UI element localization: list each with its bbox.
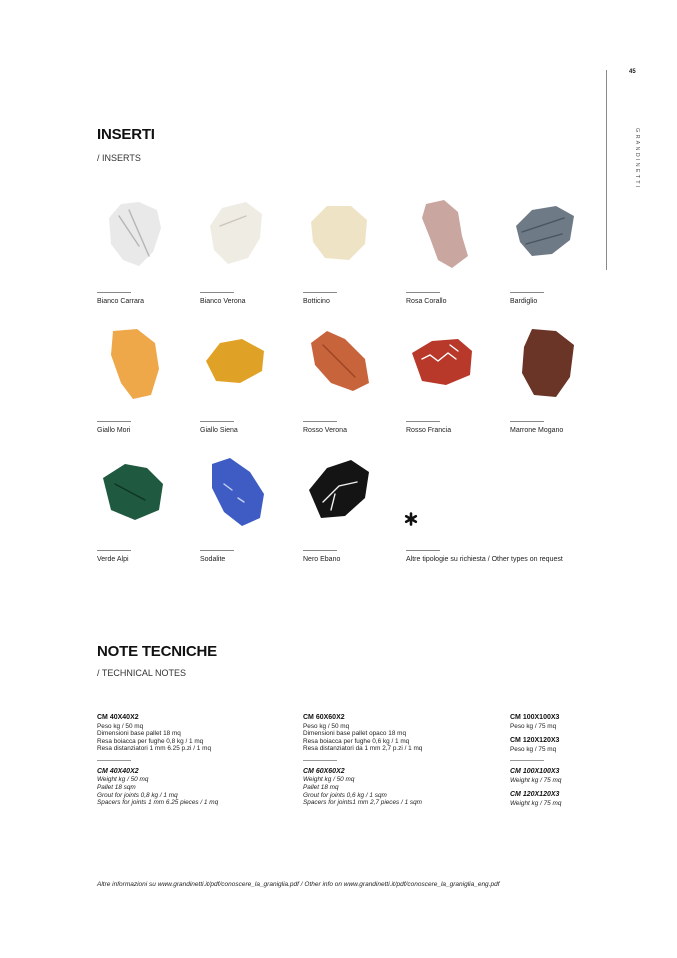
stone-label: Altre tipologie su richiesta / Other types on request [406, 556, 563, 563]
note-title: NOTE TECNICHE [97, 643, 217, 660]
label-rule [200, 292, 234, 293]
spec-line: Weight kg / 75 mq [510, 776, 562, 784]
stone-sample-image [305, 454, 371, 530]
stone-sample-image [305, 325, 371, 401]
stone-sample-image [99, 196, 165, 272]
stone-label: Sodalite [200, 556, 226, 563]
spec-title: CM 40X40X2 [97, 714, 139, 721]
stone-label: Bianco Verona [200, 298, 246, 305]
spec-line: Dimensioni base pallet opaco 18 mq [303, 730, 407, 738]
spec-line: Pallet 18 mq [303, 783, 339, 791]
stone-sample-image [99, 454, 165, 530]
label-rule [200, 550, 234, 551]
spec-divider [303, 760, 337, 761]
label-rule [406, 292, 440, 293]
spec-line: Peso kg / 50 mq [97, 722, 144, 730]
asterisk-icon [404, 512, 418, 526]
label-rule [406, 421, 440, 422]
tech-column-40x40 [97, 714, 287, 807]
label-rule [97, 292, 131, 293]
label-rule [406, 550, 440, 551]
spec-line: Resa distanziatori da 1 mm 2,7 p.zi / 1 mq [303, 745, 423, 753]
stone-label: Rosso Francia [406, 427, 452, 434]
stone-sample-image [408, 325, 474, 401]
stone-sample-image [202, 454, 268, 530]
brand-name: GRANDINETTI [634, 128, 640, 190]
stone-label: Rosa Corallo [406, 298, 447, 305]
spec-line: Peso kg / 75 mq [510, 745, 557, 753]
spec-line: Weight kg / 50 mq [303, 776, 355, 784]
spec-title: CM 100X100X3 [510, 714, 560, 721]
label-rule [97, 550, 131, 551]
spec-title: CM 60X60X2 [303, 714, 345, 721]
spec-divider [97, 760, 131, 761]
spec-line: Pallet 18 sqm [97, 783, 136, 791]
spec-title: CM 100X100X3 [510, 768, 560, 776]
spec-line: Peso kg / 75 mq [510, 722, 557, 730]
spec-divider [510, 760, 544, 761]
spec-line: Weight kg / 75 mq [510, 799, 562, 807]
inserti-title: INSERTI [97, 126, 155, 143]
spec-title: CM 120X120X3 [510, 791, 560, 799]
spec-line: Dimensioni base pallet 18 mq [97, 730, 181, 738]
label-rule [97, 421, 131, 422]
stone-label: Giallo Mori [97, 427, 131, 434]
stone-label: Rosso Verona [303, 427, 347, 434]
stone-sample-image [408, 196, 474, 272]
spec-line: Peso kg / 50 mq [303, 722, 350, 730]
stone-label: Botticino [303, 298, 330, 305]
label-rule [303, 292, 337, 293]
stone-sample-image [512, 325, 578, 401]
tech-column-large [510, 714, 610, 807]
spec-title: CM 120X120X3 [510, 737, 560, 745]
stone-label: Bardiglio [510, 298, 538, 305]
side-divider [606, 70, 607, 270]
footer-info: Altre informazioni su www.grandinetti.it/pdf/conoscere_la_graniglia.pdf / Other info on www.grandinetti.it/pdf/conoscere_la_graniglia_eng.pdf [97, 881, 500, 888]
stone-sample-image [202, 325, 268, 401]
spec-title: CM 40X40X2 [97, 767, 139, 775]
stone-label: Verde Alpi [97, 556, 129, 563]
tech-column-60x60 [303, 714, 498, 807]
stone-label: Marrone Mogano [510, 427, 564, 434]
stone-sample-image [305, 196, 371, 272]
stone-sample-image [99, 325, 165, 401]
spec-line: Grout for joints 0,6 kg / 1 sqm [303, 791, 387, 799]
spec-title: CM 60X60X2 [303, 767, 345, 775]
stone-sample-image [202, 196, 268, 272]
spec-line: Resa boiacca per fughe 0,6 kg / 1 mq [303, 737, 410, 745]
spec-line: Grout for joints 0,8 kg / 1 mq [97, 791, 178, 799]
stone-label: Giallo Siena [200, 427, 238, 434]
stone-label: Bianco Carrara [97, 298, 145, 305]
page-number: 45 [629, 69, 636, 75]
spec-line: Spacers for joints 1 mm 6.25 pieces / 1 mq [97, 799, 219, 807]
label-rule [510, 421, 544, 422]
stone-sample-image [512, 196, 578, 272]
spec-line: Resa boiacca per fughe 0,8 kg / 1 mq [97, 737, 204, 745]
label-rule [510, 292, 544, 293]
spec-line: Weight kg / 50 mq [97, 776, 149, 784]
label-rule [200, 421, 234, 422]
inserti-subtitle: / INSERTS [97, 153, 141, 163]
note-subtitle: / TECHNICAL NOTES [97, 668, 187, 678]
stone-label: Nero Ebano [303, 556, 341, 563]
label-rule [303, 550, 337, 551]
spec-line: Spacers for joints1 mm 2,7 pieces / 1 sqm [303, 799, 422, 807]
spec-line: Resa distanziatori 1 mm 6.25 p.zi / 1 mq [97, 745, 212, 753]
label-rule [303, 421, 337, 422]
